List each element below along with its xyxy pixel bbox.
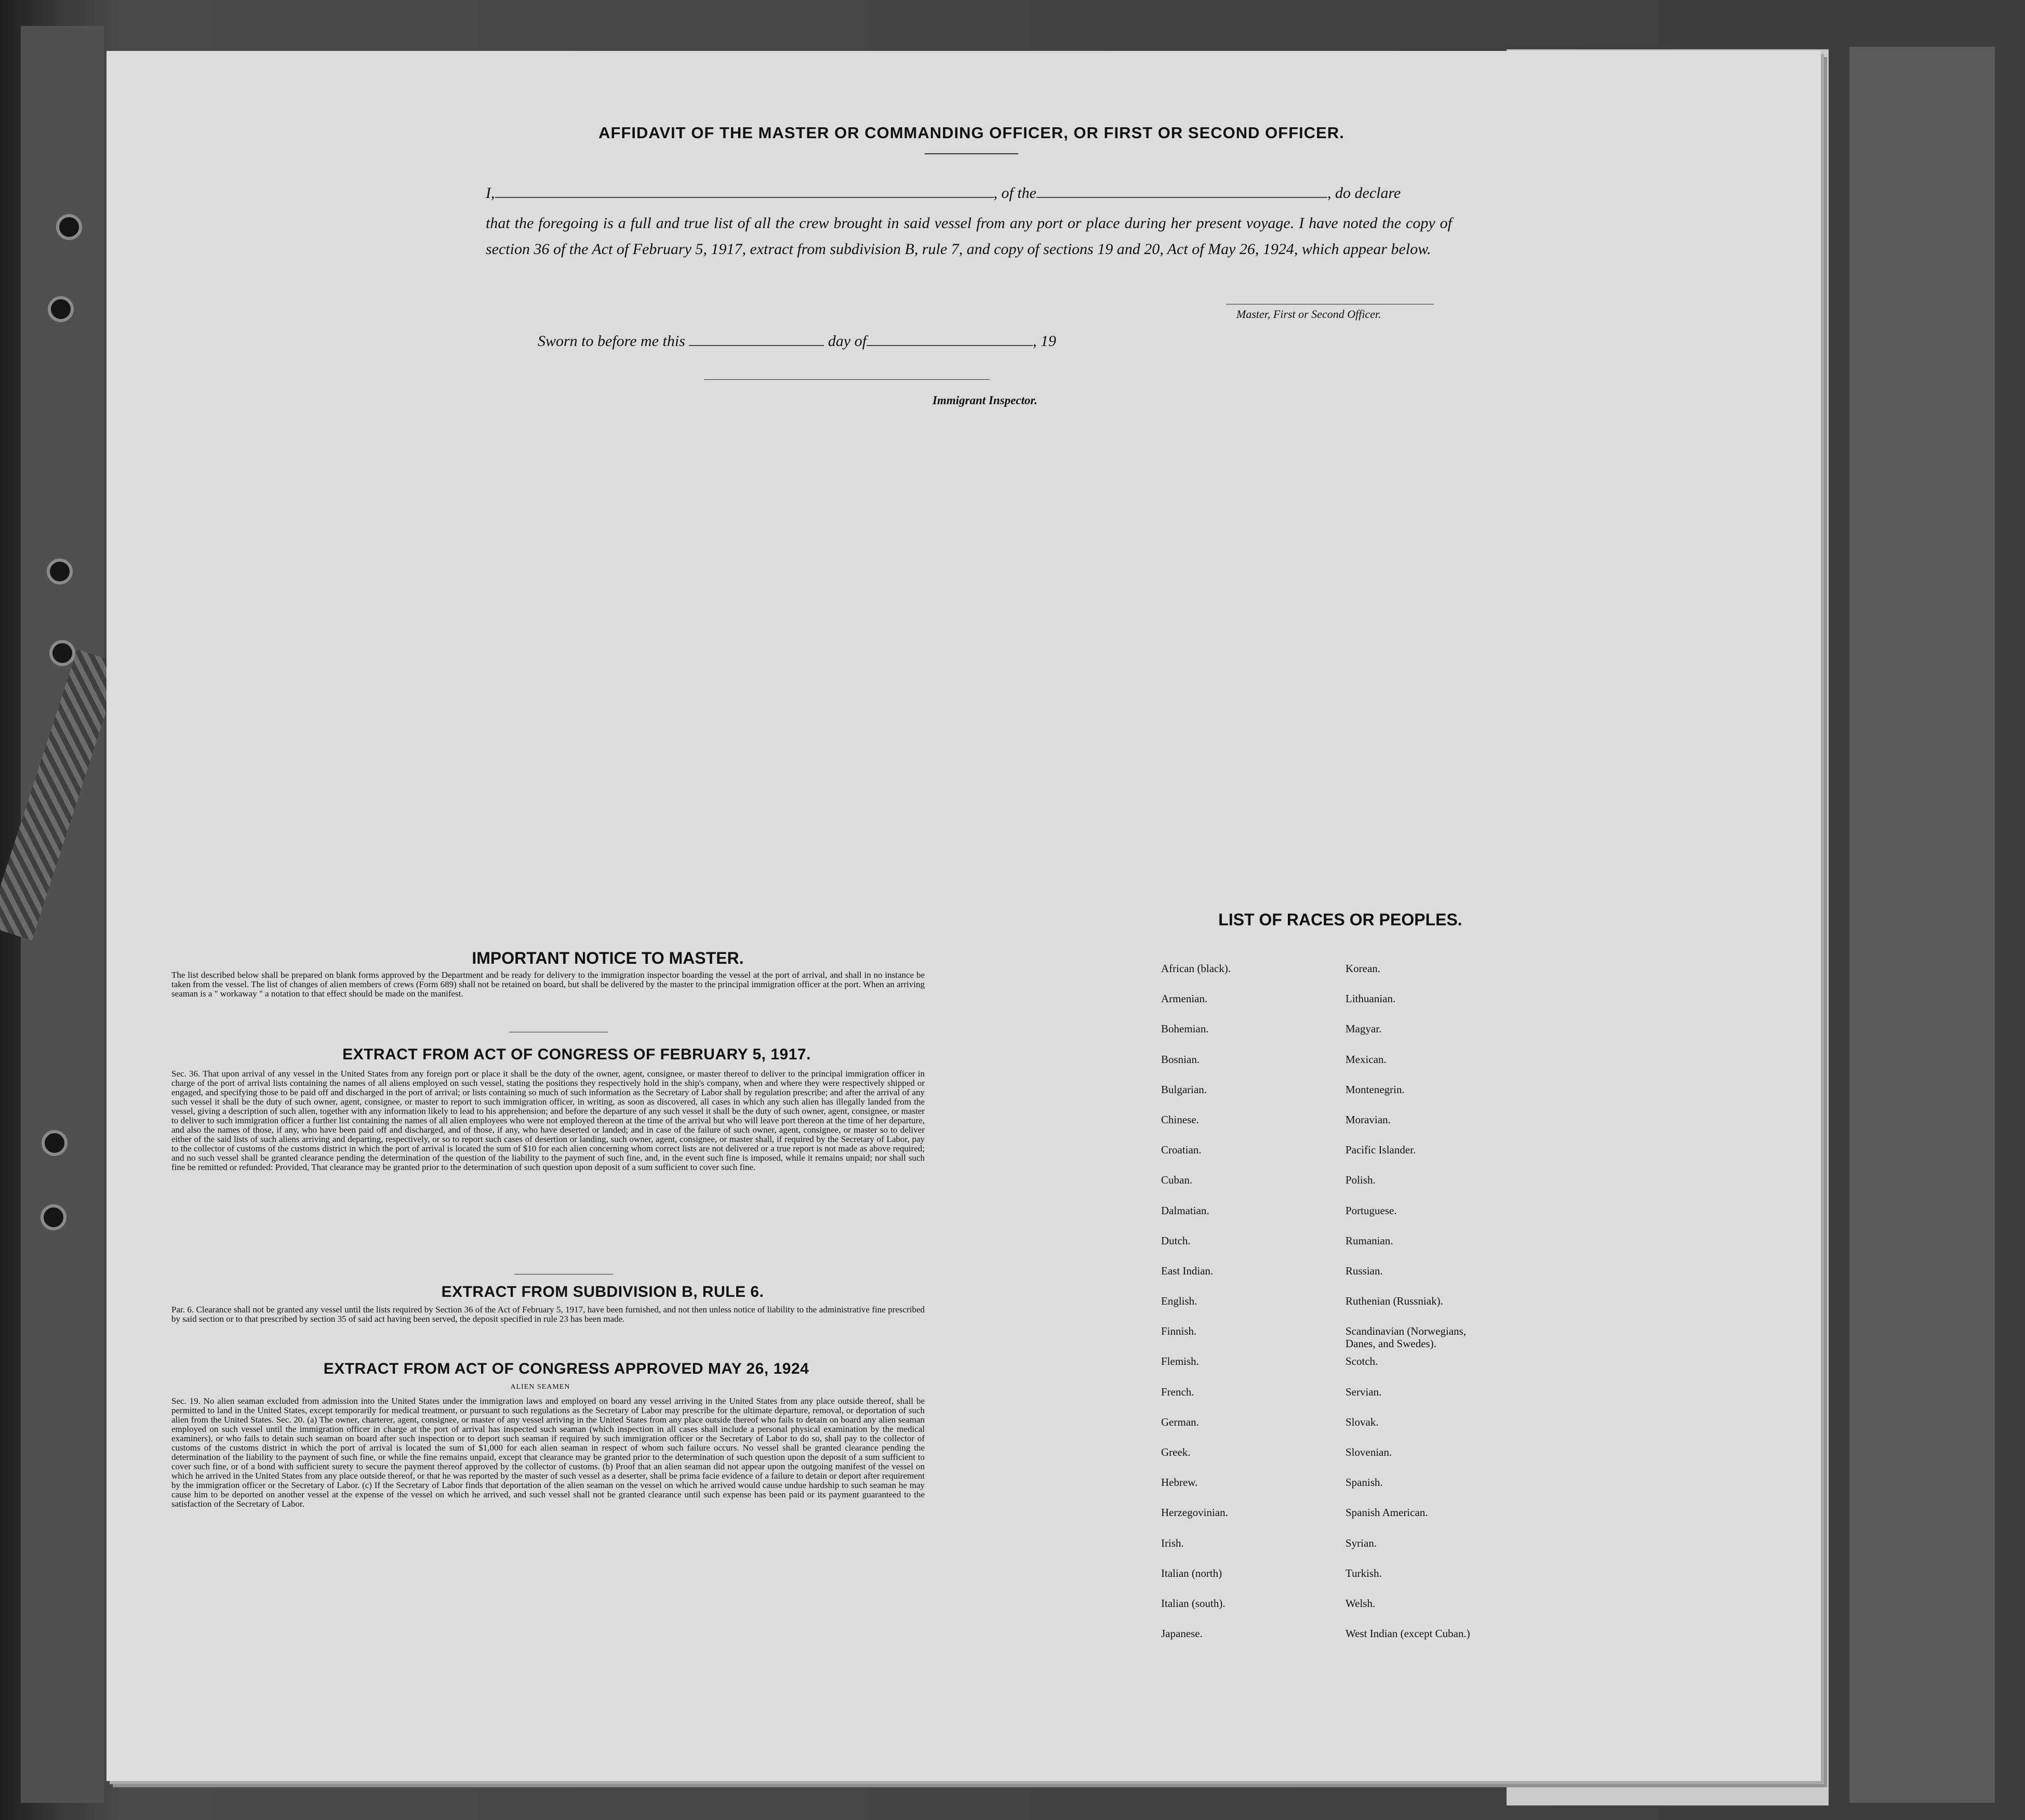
binder-hole [56,214,82,240]
race-item: Korean. [1345,962,1381,975]
inspector-label: Immigrant Inspector. [932,394,1037,407]
race-item: Magyar. [1345,1022,1382,1035]
signature-label: Master, First or Second Officer. [1236,308,1381,321]
race-item: German. [1161,1415,1199,1428]
race-item: Welsh. [1345,1597,1376,1610]
race-item: Bulgarian. [1161,1083,1207,1096]
extract-1924-text: Sec. 19. No alien seaman excluded from admission into the United States under the immigration laws and employed on board any vessel arriving in the United States from any place outside thereof, shall be permitted to land in the United States, except temporarily for medical treatment, or pursuant to such regulations as the Secretary of Labor may prescribe for the ultimate departure, removal, or deportation of such alien from the United States. Sec. 20. (a) The owner, charterer, agent, consignee, or master of any vessel arriving in the United States from any place outside thereof who fails to detain on board any alien seaman employed on such vessel until the immigration officer in charge at the port of arrival has inspected such seaman (which inspection in all cases shall include a personal physical examination by the medical examiners), or who fails to detain such seaman on board after such inspection or to deport such seaman if required by such immigration officer or the Secretary of Labor to do so, shall pay to the collector of customs of the customs district in which the port of arrival is located the sum of $1,000 for each alien seaman in respect of whom such failure occurs. No vessel shall be granted clearance pending the determination of the liability to the payment of such fine, or while the fine remains unpaid, except that clearance may be granted prior to the determination of such question upon the deposit of a sum sufficient to cover such fine, or of a bond with sufficient surety to secure the payment thereof approved by the collector of customs. (b) Proof that an alien seaman did not appear upon the outgoing manifest of the vessel on which he arrived in the United States from any place outside thereof, or that he was reported by the master of such vessel as a deserter, shall be prima facie evidence of a failure to detain or deport after requirement by the immigration officer or the Secretary of Labor. (c) If the Secretary of Labor finds that deportation of the alien seaman on the vessel on which he arrived would cause undue hardship to such seaman he may cause him to be deported on another vessel at the expense of the vessel on which he arrived, and such vessel shall not be granted clearance until such expense has been paid or its payment guaranteed to the satisfaction of the Secretary of Labor. [171,1397,925,1509]
declare-suffix: , do declare [1327,184,1401,202]
race-item: Bosnian. [1161,1053,1200,1066]
race-item: Mexican. [1345,1053,1387,1066]
extract-1917-heading: EXTRACT FROM ACT OF CONGRESS OF FEBRUARY 5, 1917. [342,1046,811,1063]
race-item: Greek. [1161,1446,1191,1458]
binder-hole [47,559,73,584]
declare-prefix: I, [486,184,495,202]
races-title: LIST OF RACES OR PEOPLES. [1218,910,1462,929]
race-item: Servian. [1345,1385,1382,1398]
race-item: Polish. [1345,1174,1376,1187]
race-item: Irish. [1161,1536,1184,1549]
vessel-blank[interactable] [1036,197,1327,198]
name-blank[interactable] [495,197,994,198]
race-item: Flemish. [1161,1355,1199,1368]
declare-of-the: , of the [993,184,1036,202]
sworn-month-blank[interactable] [867,345,1033,346]
race-item: Scotch. [1345,1355,1378,1368]
race-item: Scandinavian (Norwegians, Danes, and Swedes). [1345,1325,1467,1350]
race-item: Armenian. [1161,992,1208,1005]
race-item: Slovak. [1345,1415,1379,1428]
race-item: Rumanian. [1345,1234,1393,1247]
extract-1924-heading: EXTRACT FROM ACT OF CONGRESS APPROVED MAY 26, 1924 [323,1360,809,1377]
race-item: African (black). [1161,962,1231,975]
race-item: Italian (north) [1161,1566,1222,1579]
race-item: Turkish. [1345,1566,1382,1579]
declaration-text: that the foregoing is a full and true list of all the crew brought in said vessel from any port or place during her present voyage. I have noted the copy of section 36 of the Act of February 5, 1917, extract from subdivision B, rule 7, and copy of sections 19 and 20, Act of May 26, 1924, which appear below. [486,215,1452,258]
race-item: Croatian. [1161,1144,1202,1157]
affidavit-heading: AFFIDAVIT OF THE MASTER OR COMMANDING OFFICER, OR FIRST OR SECOND OFFICER. [598,124,1344,142]
binder-hole [48,296,74,322]
extract-rule6-heading: EXTRACT FROM SUBDIVISION B, RULE 6. [441,1283,764,1300]
heading-divider [925,153,1018,154]
sworn-day-of: day of [828,333,867,350]
race-item: West Indian (except Cuban.) [1345,1627,1470,1640]
extract-rule6-text: Par. 6. Clearance shall not be granted any vessel until the lists required by Section 36 of the Act of February 5, 1917, have been furnished, and not then unless notice of liability to the administrative fine prescribed by said section or to that prescribed by section 35 of said act having been served, the deposit specified in rule 23 has been made. [171,1305,925,1324]
extract-1917-text: Sec. 36. That upon arrival of any vessel in the United States from any foreign port or place it shall be the duty of the owner, agent, consignee, or master thereof to deliver to the principal immigration officer in charge of the port of arrival lists containing the names of all aliens employed on such vessel, stating the positions they respectively hold in the ship's company, when and where they were respectively shipped or engaged, and specifying those to be paid off and discharged in the port of arrival; or lists containing so much of such information as the Secretary of Labor shall by regulation prescribe; and after the arrival of any such vessel it shall be the duty of such owner, agent, consignee, or master to report to such immigration officer, in writing, as soon as discovered, all cases in which any such alien has illegally landed from the vessel, giving a description of such alien, together with any information likely to lead to his apprehension; and before the departure of any such vessel it shall be the duty of such owner, agent, consignee, or master to deliver to such immigration officer a further list containing the names of all alien employees who were not employed thereon at the time of the arrival but who will leave port thereon at the time of her departure, and also the names of those, if any, who have been paid off and discharged, and of those, if any, who have deserted or landed; and in case of the failure of such owner, agent, consignee, or master so to deliver either of the said lists of such aliens arriving and departing, respectively, or so to report such cases of desertion or landing, such owner, agent, consignee, or master shall, if required by the Secretary of Labor, pay to the collector of customs of the customs district in which the port of arrival is located the sum of $10 for each alien concerning whom correct lists are not delivered or a true report is not made as above required; and no such vessel shall be granted clearance pending the determination of the question of the liability to the payment of such fine, and, in the event such fine is imposed, while it remains unpaid; nor shall such fine be remitted or refunded: Provided, That clearance may be granted prior to the determination of such question upon deposit of a sum sufficient to cover such fine. [171,1069,925,1172]
race-item: Finnish. [1161,1325,1197,1338]
race-item: Hebrew. [1161,1476,1198,1489]
race-item: Montenegrin. [1345,1083,1405,1096]
sworn-prefix: Sworn to before me this [538,333,685,350]
race-item: English. [1161,1295,1197,1308]
race-item: Dutch. [1161,1234,1191,1247]
race-item: Ruthenian (Russniak). [1345,1295,1443,1308]
race-item: Russian. [1345,1264,1383,1277]
race-item: Lithuanian. [1345,992,1396,1005]
notice-text: The list described below shall be prepared on blank forms approved by the Department and be ready for delivery to the immigration inspector boarding the vessel at the port of arrival, and shall in no instance be taken from the vessel. The list of changes of alien members of crews (Form 689) shall not be retained on board, but shall be delivered by the master to the principal immigration officer at the port. When an arriving seaman is a " workaway " a notation to that effect should be made on the manifest. [171,971,925,999]
race-item: Spanish American. [1345,1506,1428,1519]
race-item: Cuban. [1161,1174,1193,1187]
extract-1924-subheading: ALIEN SEAMEN [510,1383,570,1391]
sworn-line [538,333,1056,350]
race-item: East Indian. [1161,1264,1214,1277]
races-right-column [1345,962,1564,1657]
race-item: Dalmatian. [1161,1204,1209,1217]
binder-hole [41,1204,66,1230]
declaration-line [486,184,1452,202]
notice-heading: IMPORTANT NOTICE TO MASTER. [472,949,744,967]
race-item: Italian (south). [1161,1597,1225,1610]
race-item: Japanese. [1161,1627,1203,1640]
race-item: Portuguese. [1345,1204,1397,1217]
race-item: Moravian. [1345,1113,1391,1126]
race-item: Spanish. [1345,1476,1383,1489]
binder-hole [49,640,75,666]
race-item: Herzegovinian. [1161,1506,1228,1519]
sworn-year: , 19 [1033,333,1057,350]
right-binding-edge [1849,47,1995,1803]
sworn-date-blank[interactable] [689,345,824,346]
inspector-signature-line[interactable] [704,379,990,380]
binder-hole [42,1130,68,1156]
race-item: Pacific Islander. [1345,1144,1416,1157]
race-item: Bohemian. [1161,1022,1209,1035]
race-item: Chinese. [1161,1113,1199,1126]
race-item: Slovenian. [1345,1446,1392,1458]
race-item: French. [1161,1385,1194,1398]
race-item: Syrian. [1345,1536,1377,1549]
